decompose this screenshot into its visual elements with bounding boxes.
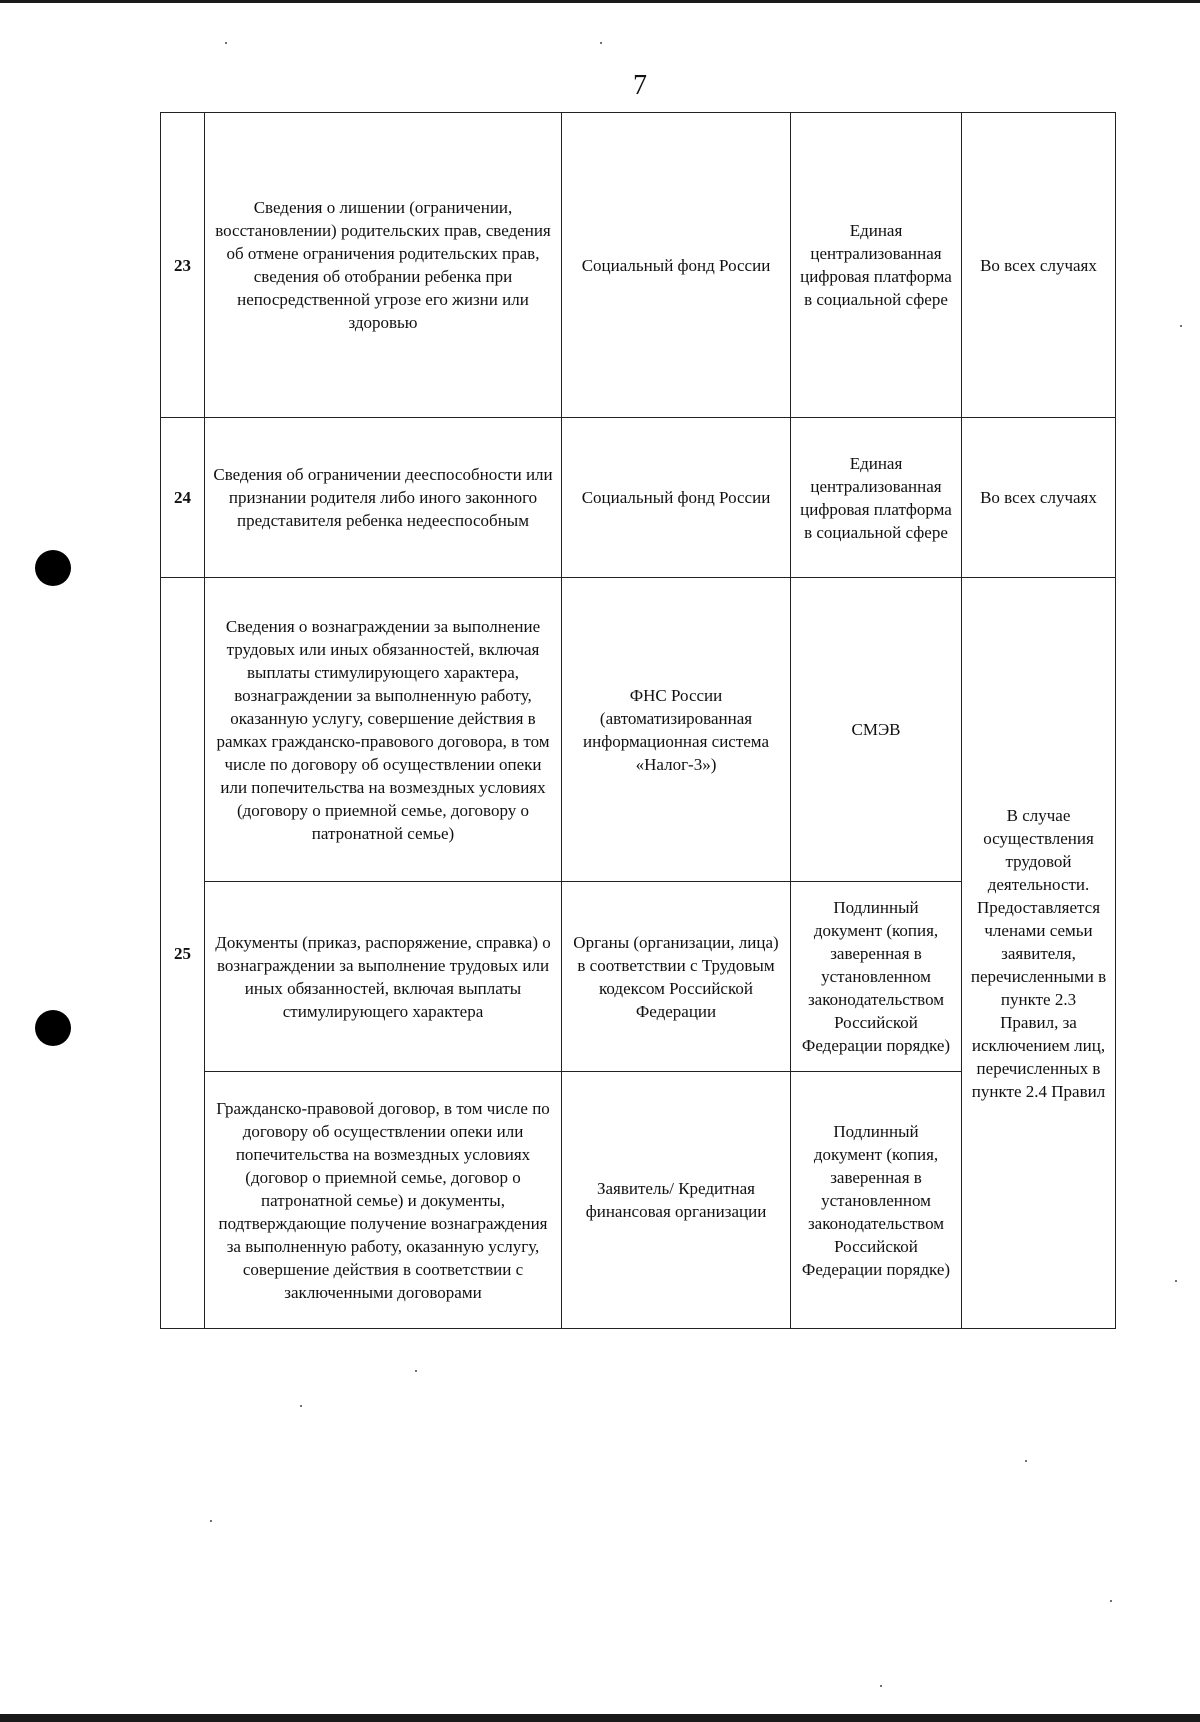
method-cell: Единая централизованная цифровая платформа в социальной сфере — [791, 113, 962, 418]
document-table — [160, 112, 1116, 1329]
row-number: 25 — [161, 578, 205, 1329]
table-row — [161, 418, 1116, 578]
source-cell: ФНС России (автоматизированная информационная система «Налог-3») — [562, 578, 791, 882]
table-row — [161, 113, 1116, 418]
method-cell: СМЭВ — [791, 578, 962, 882]
condition-cell: В случае осуществления трудовой деятельности. Предоставляется членами семьи заявителя, перечисленными в пункте 2.3 Правил, за исключением лиц, перечисленных в пункте 2.4 Правил — [962, 578, 1116, 1329]
punch-hole-top — [35, 550, 71, 586]
description-cell: Сведения об ограничении дееспособности или признании родителя либо иного законного представителя ребенка недееспособным — [205, 418, 562, 578]
description-cell: Документы (приказ, распоряжение, справка) о вознаграждении за выполнение трудовых или иных обязанностей, включая выплаты стимулирующего характера — [205, 882, 562, 1072]
method-cell: Подлинный документ (копия, заверенная в установленном законодательством Российской Федерации порядке) — [791, 1072, 962, 1329]
scan-speck — [225, 42, 227, 44]
source-cell: Социальный фонд России — [562, 418, 791, 578]
page-number: 7 — [633, 70, 647, 101]
source-cell: Социальный фонд России — [562, 113, 791, 418]
scan-speck — [1180, 325, 1182, 327]
scan-speck — [1175, 1280, 1177, 1282]
source-cell: Органы (организации, лица) в соответствии с Трудовым кодексом Российской Федерации — [562, 882, 791, 1072]
source-cell: Заявитель/ Кредитная финансовая организации — [562, 1072, 791, 1329]
table-row — [161, 578, 1116, 882]
condition-cell: Во всех случаях — [962, 418, 1116, 578]
scan-speck — [415, 1370, 417, 1372]
scan-edge-bottom — [0, 1714, 1200, 1722]
description-cell: Сведения о вознаграждении за выполнение трудовых или иных обязанностей, включая выплаты стимулирующего характера, вознаграждении за выполненную работу, оказанную услугу, совершение действия в рамках гражданско-правового договора, в том числе по договору об осуществлении опеки или попечительства на возмездных условиях (договору о приемной семье, договору о патронатной семье) — [205, 578, 562, 882]
method-cell: Подлинный документ (копия, заверенная в установленном законодательством Российской Федерации порядке) — [791, 882, 962, 1072]
scan-speck — [600, 42, 602, 44]
punch-hole-bottom — [35, 1010, 71, 1046]
condition-cell: Во всех случаях — [962, 113, 1116, 418]
scan-speck — [1110, 1600, 1112, 1602]
scan-edge-top — [0, 0, 1200, 3]
row-number: 24 — [161, 418, 205, 578]
scan-speck — [300, 1405, 302, 1407]
scan-speck — [1025, 1460, 1027, 1462]
description-cell: Сведения о лишении (ограничении, восстановлении) родительских прав, сведения об отмене ограничения родительских прав, сведения об отобрании ребенка при непосредственной угрозе его жизни или здоровью — [205, 113, 562, 418]
scan-speck — [210, 1520, 212, 1522]
description-cell: Гражданско-правовой договор, в том числе по договору об осуществлении опеки или попечительства на возмездных условиях (договор о приемной семье, договор о патронатной семье) и документы, подтверждающие получение вознаграждения за выполненную работу, оказанную услугу, совершение действия в соответствии с заключенными договорами — [205, 1072, 562, 1329]
scan-speck — [880, 1685, 882, 1687]
method-cell: Единая централизованная цифровая платформа в социальной сфере — [791, 418, 962, 578]
row-number: 23 — [161, 113, 205, 418]
